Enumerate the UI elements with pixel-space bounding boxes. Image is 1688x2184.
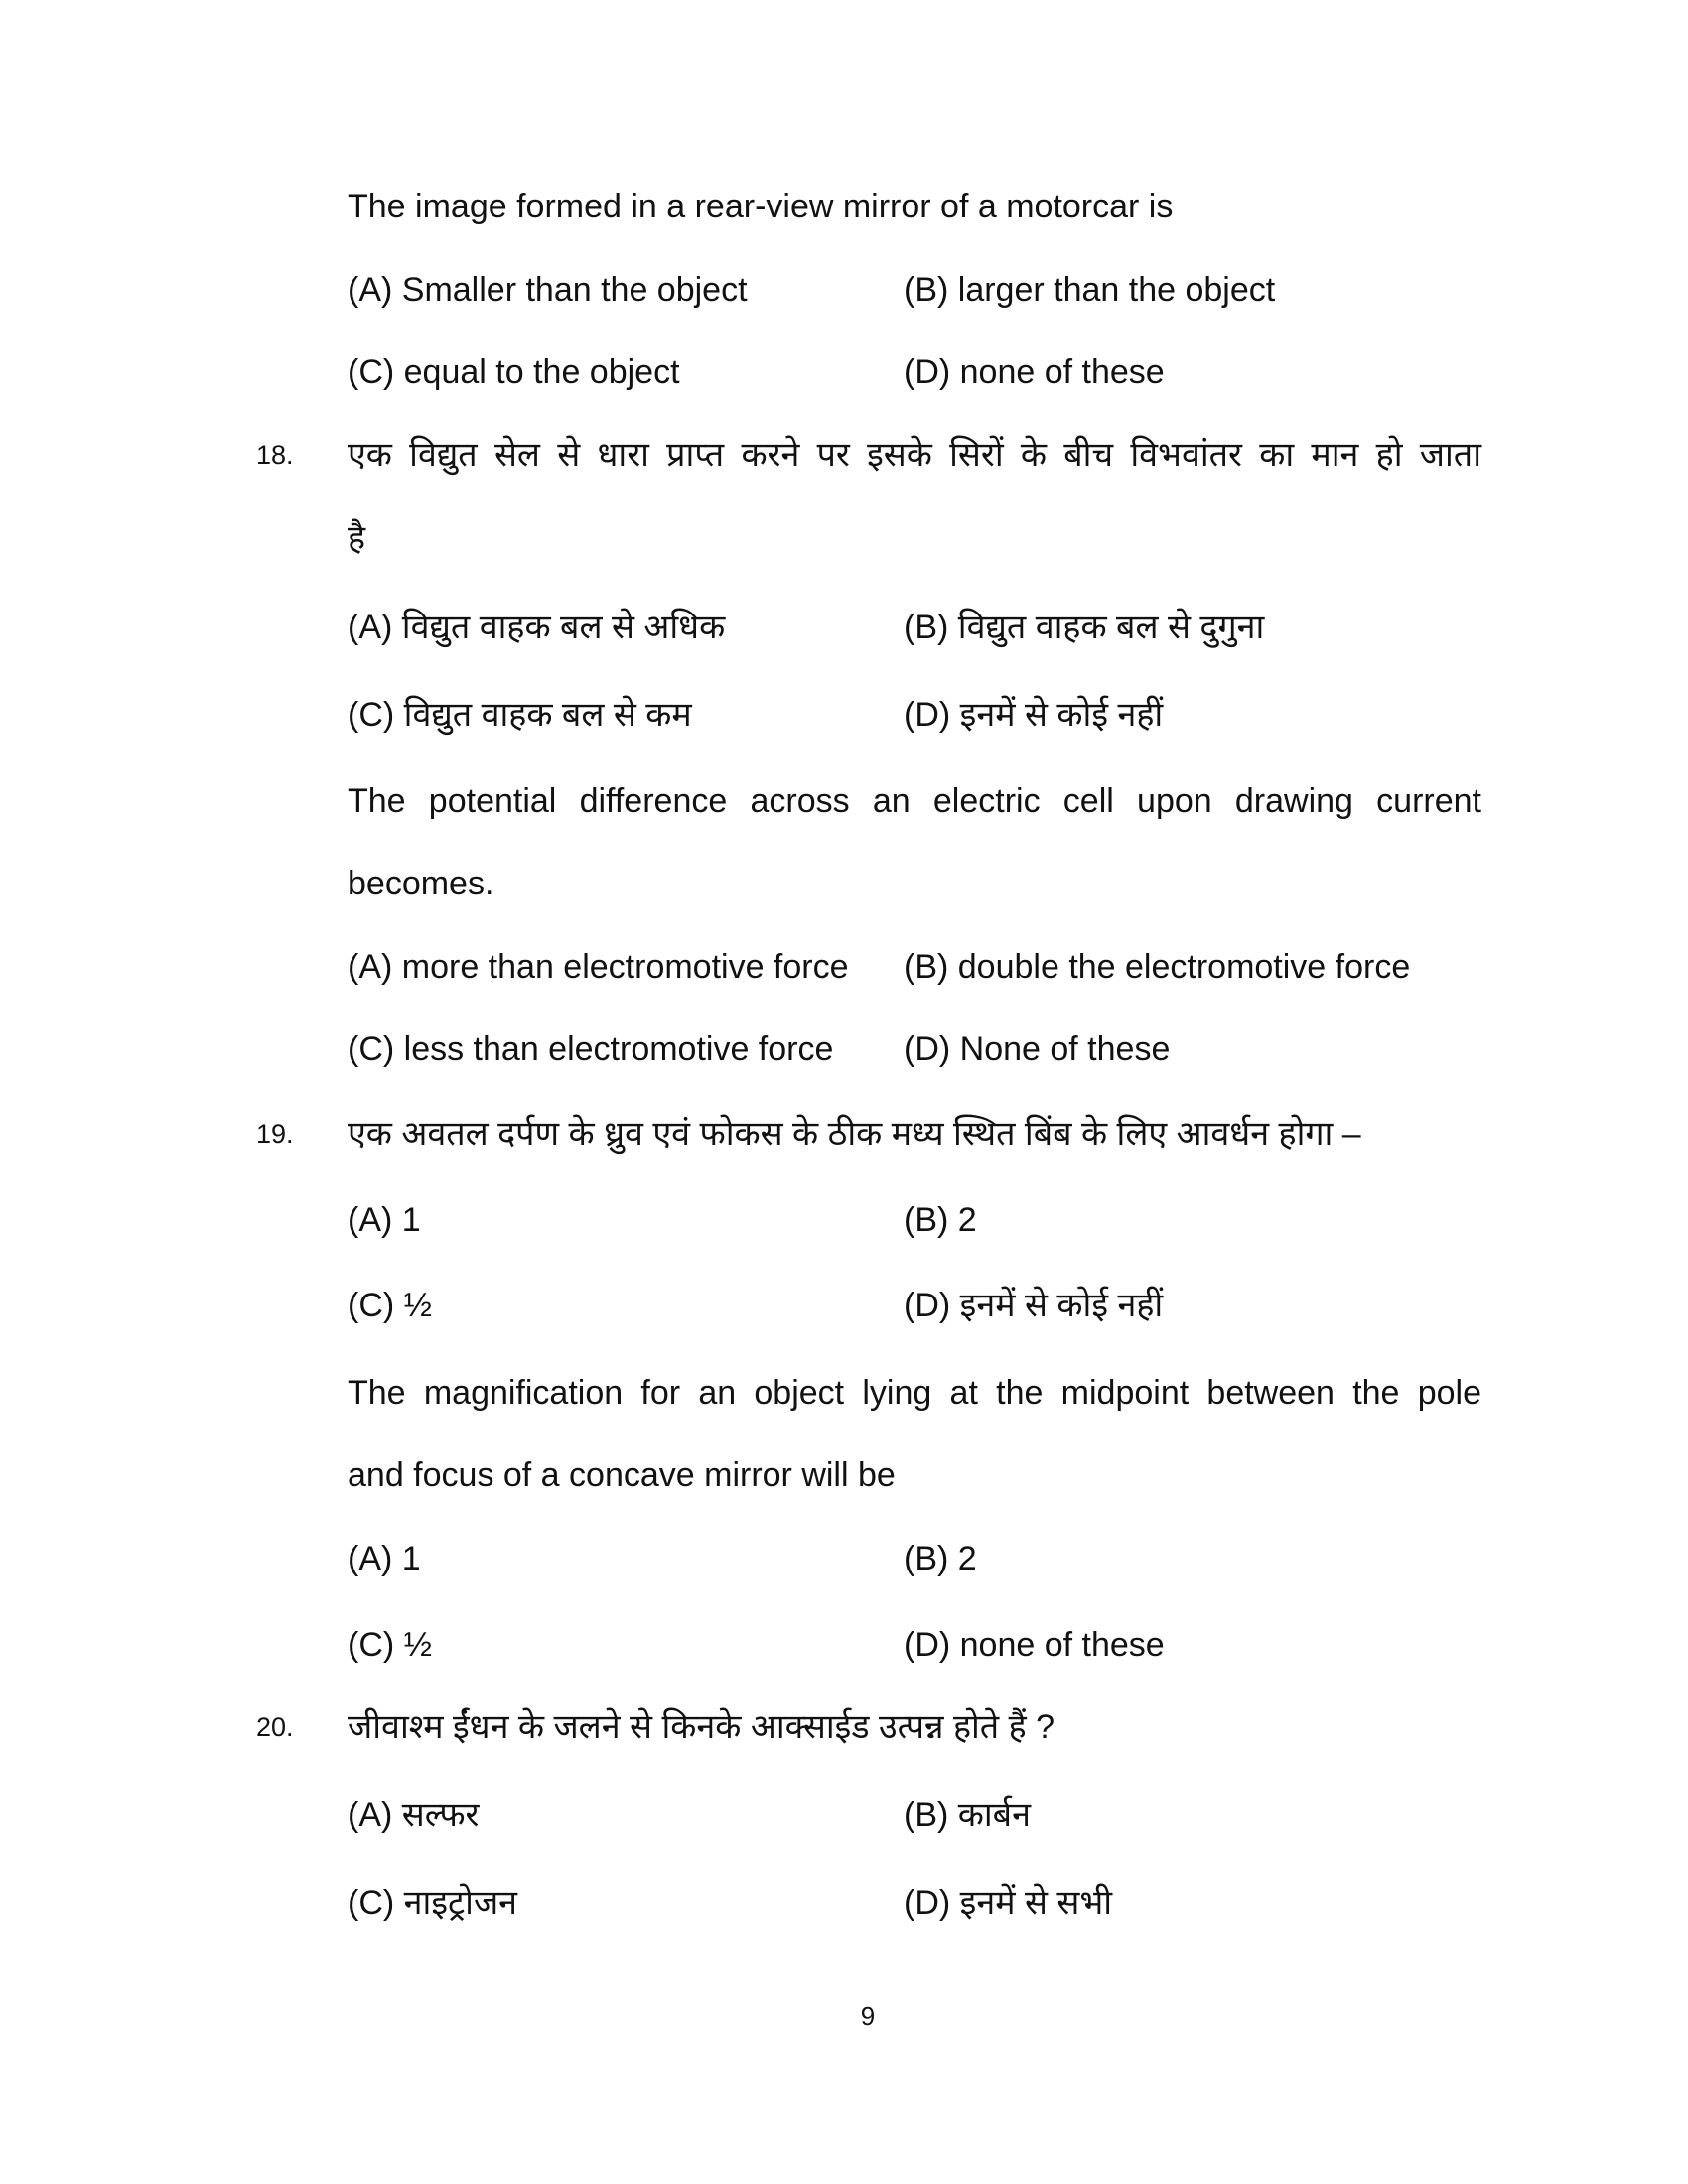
question-text: The potential difference across an electric cell upon drawing current (348, 782, 1481, 820)
option-a-hindi: (A) सल्फर (348, 1796, 480, 1834)
question-text-hindi: एक विद्युत सेल से धारा प्राप्त करने पर इसके सिरों के बीच विभवांतर का मान हो जाता (348, 436, 1481, 474)
option-a: (A) 1 (348, 1540, 421, 1577)
option-a-hindi: (A) 1 (348, 1201, 421, 1239)
question-number: 18. (256, 440, 294, 470)
option-d-hindi: (D) इनमें से कोई नहीं (904, 1287, 1164, 1324)
option-c: (C) ½ (348, 1626, 432, 1664)
option-d: (D) none of these (904, 1626, 1165, 1664)
option-c: (C) equal to the object (348, 353, 680, 391)
option-d-hindi: (D) इनमें से कोई नहीं (904, 696, 1164, 734)
option-a: (A) Smaller than the object (348, 271, 748, 309)
question-number: 19. (256, 1119, 294, 1149)
option-b-hindi: (B) 2 (904, 1201, 977, 1239)
option-b-hindi: (B) कार्बन (904, 1796, 1031, 1834)
option-d-hindi: (D) इनमें से सभी (904, 1884, 1113, 1922)
option-c-hindi: (C) नाइट्रोजन (348, 1884, 518, 1922)
question-text-hindi: जीवाश्म ईंधन के जलने से किनके आक्साईड उत्पन्न होते हैं ? (348, 1708, 1055, 1746)
option-c: (C) less than electromotive force (348, 1030, 834, 1068)
question-text: The image formed in a rear-view mirror of a motorcar is (348, 188, 1174, 225)
option-b: (B) double the electromotive force (904, 948, 1411, 986)
option-a-hindi: (A) विद्युत वाहक बल से अधिक (348, 609, 726, 646)
question-number: 20. (256, 1712, 294, 1742)
option-a: (A) more than electromotive force (348, 948, 849, 986)
option-c-hindi: (C) ½ (348, 1287, 432, 1324)
option-d: (D) None of these (904, 1030, 1171, 1068)
option-d: (D) none of these (904, 353, 1165, 391)
option-b: (B) 2 (904, 1540, 977, 1577)
option-b: (B) larger than the object (904, 271, 1276, 309)
question-text-cont: becomes. (348, 865, 494, 902)
option-b-hindi: (B) विद्युत वाहक बल से दुगुना (904, 609, 1265, 646)
question-text: The magnification for an object lying at the midpoint between the pole (348, 1374, 1481, 1412)
question-text-cont: and focus of a concave mirror will be (348, 1456, 896, 1494)
page-number: 9 (860, 2001, 876, 2031)
question-text-hindi-cont: है (348, 519, 366, 557)
option-c-hindi: (C) विद्युत वाहक बल से कम (348, 696, 692, 734)
question-text-hindi: एक अवतल दर्पण के ध्रुव एवं फोकस के ठीक मध्य स्थित बिंब के लिए आवर्धन होगा – (348, 1115, 1361, 1153)
